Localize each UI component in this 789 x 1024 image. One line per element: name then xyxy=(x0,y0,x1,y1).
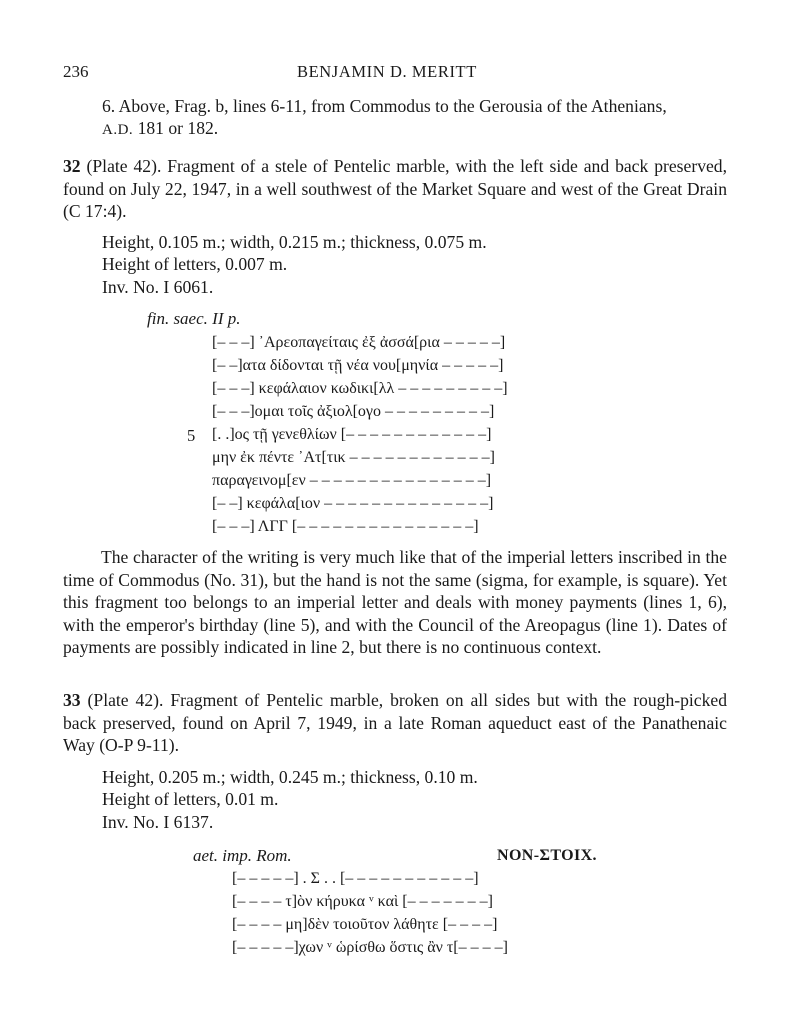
line-number: 5 xyxy=(187,426,196,445)
entry-33-number: 33 xyxy=(63,690,81,710)
page-number: 236 xyxy=(63,62,89,81)
inscription-line: [. .]ος τῇ γενεθλίων [– – – – – – – – – – – –] xyxy=(212,426,492,443)
inscription-line: [– –] κεφάλα[ιον – – – – – – – – – – – – – –] xyxy=(212,495,494,512)
inscription-line: [– – – – –]χων ᵛ ὡρίσθω ὅστις ἂν τ[– – – –] xyxy=(232,939,508,956)
entry-32-inventory: Inv. No. I 6061. xyxy=(102,276,214,297)
inscription-line: [– – –] κεφάλαιον κωδικι[λλ – – – – – – – – –] xyxy=(212,380,508,397)
entry-32-description-text: (Plate 42). Fragment of a stele of Pentelic marble, with the left side and back preserved, found on July 22, 1947, in a well southwest of the Market Square and west of the Great Drain (C 17:4). xyxy=(63,156,727,222)
entry-32-measurements xyxy=(102,231,487,298)
footnote-line-1: 6. Above, Frag. b, lines 6-11, from Commodus to the Gerousia of the Athenians, xyxy=(102,96,667,116)
footnote-era: A.D. xyxy=(102,122,134,138)
entry-33-description xyxy=(63,689,727,757)
inscription-line: μην ἐκ πέντε ᾿Ατ[τικ – – – – – – – – – – – –] xyxy=(212,449,495,466)
entry-32-description xyxy=(63,155,727,223)
inscription-line: [– – – – –] . Σ . . [– – – – – – – – – – –] xyxy=(232,870,479,887)
entry-32-date: fin. saec. II p. xyxy=(147,309,241,328)
entry-33-letter-height: Height of letters, 0.01 m. xyxy=(102,789,279,810)
inscription-line: [– –]ατα δίδονται τῇ νέα νου[μηνία – – – – –] xyxy=(212,357,504,374)
entry-33-inventory: Inv. No. I 6137. xyxy=(102,811,214,832)
inscription-line: [– – –] ΛΓΓ [– – – – – – – – – – – – – – –] xyxy=(212,518,479,535)
entry-32-dimensions: Height, 0.105 m.; width, 0.215 m.; thickness, 0.075 m. xyxy=(102,232,487,252)
inscription-line: [– – –]ομαι τοῖς ἀξιολ[ογο – – – – – – – – –] xyxy=(212,403,495,420)
entry-33-measurements xyxy=(102,766,478,833)
entry-33-description-text: (Plate 42). Fragment of Pentelic marble, broken on all sides but with the rough-picked back preserved, found on April 7, 1949, in a late Roman aqueduct east of the Panathenaic Way (O-P 9-11). xyxy=(63,690,727,756)
running-head: BENJAMIN D. MERITT xyxy=(297,62,477,81)
inscription-line: παραγεινομ[εν – – – – – – – – – – – – – – –] xyxy=(212,472,492,489)
entry-33-style: NON-ΣΤΟΙΧ. xyxy=(497,847,597,864)
footnote-line-2 xyxy=(102,118,218,139)
entry-32-commentary: The character of the writing is very much like that of the imperial letters inscribed in the time of Commodus (No. 31), but the hand is not the same (sigma, for example, is square). Yet this fragment too belongs to an imperial letter and deals with money payments (lines 1, 6), with the emperor's birthday (line 5), and with the Council of the Areopagus (line 1). Dates of payments are possibly indicated in line 2, but there is no continuous context. xyxy=(63,547,727,658)
entry-32-number: 32 xyxy=(63,156,81,176)
inscription-line: [– – – – τ]ὸν κήρυκα ᵛ καὶ [– – – – – – –] xyxy=(232,893,493,910)
entry-32-letter-height: Height of letters, 0.007 m. xyxy=(102,254,288,275)
footnote-year: 181 or 182. xyxy=(137,118,219,138)
inscription-line: [– – –] ᾿Αρεοπαγείταις ἐξ ἀσσά[ρια – – – – –] xyxy=(212,334,506,351)
entry-33-dimensions: Height, 0.205 m.; width, 0.245 m.; thickness, 0.10 m. xyxy=(102,767,478,787)
inscription-line: [– – – – μη]δὲν τοιοῦτον λάθητε [– – – –] xyxy=(232,916,498,933)
entry-33-date: aet. imp. Rom. xyxy=(193,846,292,865)
